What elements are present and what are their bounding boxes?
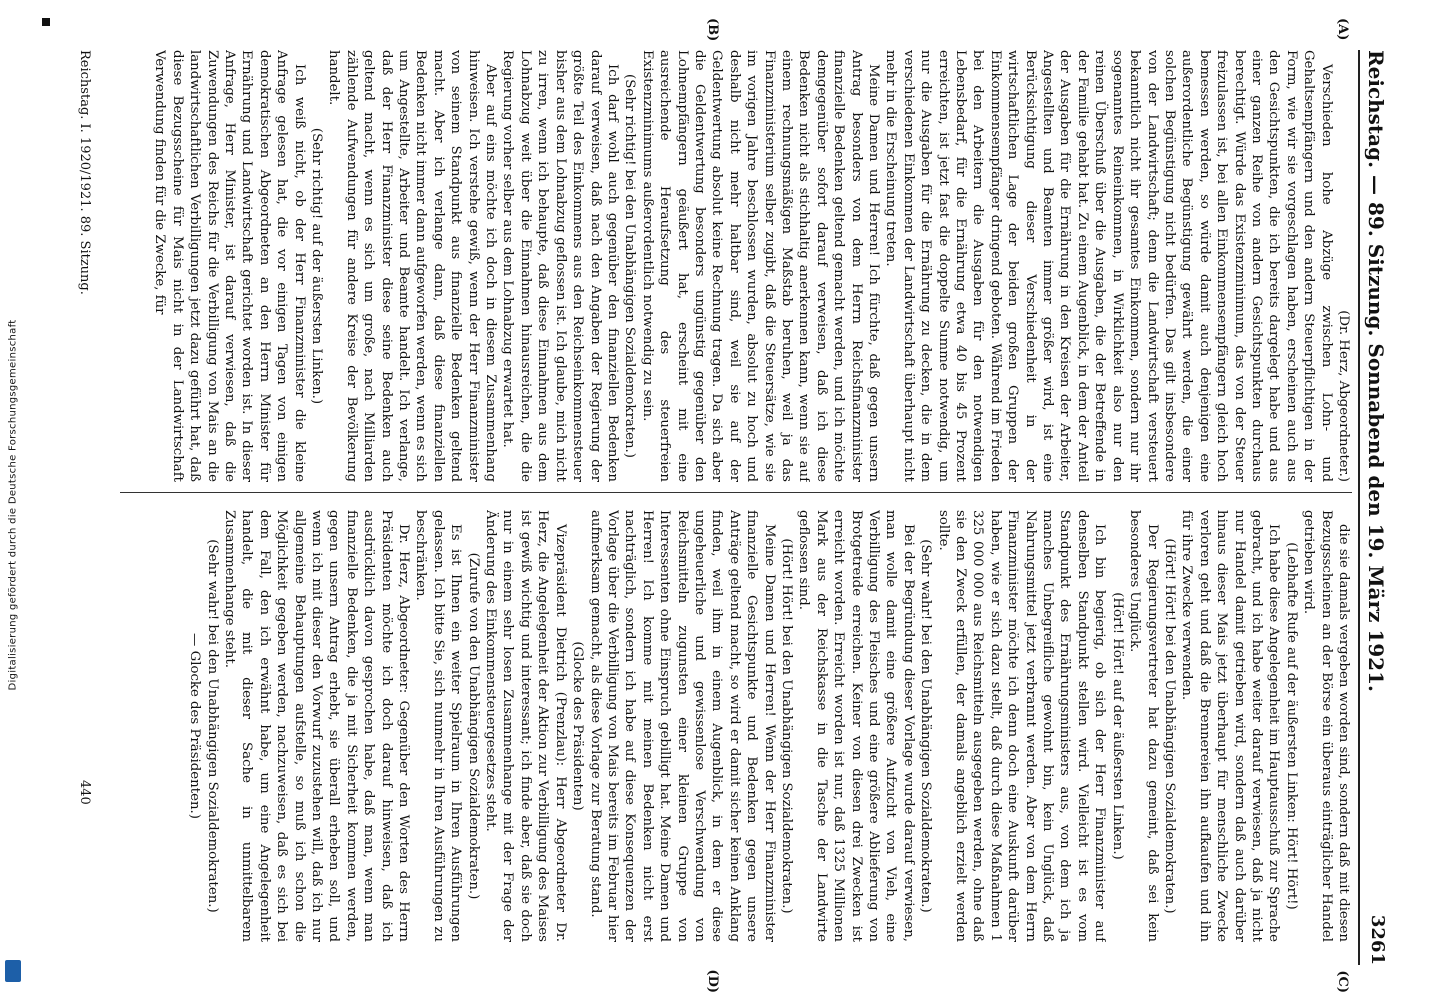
- paragraph: (Sehr richtig! bei den Unabhängigen Sozialdemokraten.): [622, 74, 638, 458]
- paragraph: (Glocke des Präsidenten): [570, 641, 586, 811]
- paragraph: (Sehr wahr! bei den Unabhängigen Sozialdemokraten.): [918, 539, 934, 913]
- page-content: [60, 10, 1400, 995]
- paragraph: Aber auf eins möchte ich doch in diesem Zusammenhang hinweisen. Ich verstehe gewiß, wenn der Herr Finanzminister von seinem Standpunkt aus finanzielle Bedenken geltend macht. Aber ich verlange dann, daß diese finanziellen Bedenken nicht immer dann aufgeworfen werden, wenn es sich um Angestellte, Arbeiter und Beamte handelt. Ich verlange, daß der Herr Finanzminister diese seine Bedenken auch geltend macht, wenn es sich um große, nach Milliarden zählende Aufwendungen für andere Kreise der Bevölkerung handelt.: [326, 50, 499, 482]
- paragraph: Meine Damen und Herren! Ich fürchte, daß gegen unsern Antrag besonders von dem Herrn Reichsfinanzminister finanzielle Bedenken geltend gemacht werden, und ich möchte demgegenüber sofort darauf verweisen, daß ich diese Bedenken nicht als stichhaltig anerkennen kann, wenn sie auf einem rechnungsmäßigen Maßstab beruhen, weil ja das Finanzministerium selber zugibt, daß die Steuersätze, wie sie im vorigen Jahre beschlossen wurden, absolut zu hoch und deshalb nicht mehr haltbar sind, weil sie auf der Geldentwertung absolut keine Rechnung tragen. Da sich aber die Geldentwertung besonders ungünstig gegenüber den Lohnempfängern geäußert hat, erscheint mit eine ausreichende Heraufsetzung des steuerfreien Existenzminimums außerordentlich notwendig zu sein.: [639, 50, 882, 482]
- paragraph: (Hört! Hört! auf der äußersten Linken.): [1109, 592, 1125, 860]
- paragraph: die sie damals vergeben worden sind, sondern daß mit diesen Bezugsscheinen an der Börse ein überaus einträglicher Handel getrieben wird.: [1301, 510, 1351, 942]
- paragraph: (Sehr wahr! bei den Unabhängigen Sozialdemokraten.): [204, 539, 220, 913]
- paragraph: Ich habe diese Angelegenheit im Hauptausschuß zur Sprache gebracht, und ich habe weiter darauf verwiesen, daß ja nicht nur Handel damit getrieben wird, sondern daß auch darüber hinaus dieser Mais jetzt überhaupt für menschliche Zwecke verloren geht und daß die Brennereien ihn aufkaufen und ihn für ihre Zwecke verwenden.: [1179, 510, 1282, 942]
- dfg-logo: [5, 960, 21, 982]
- scan-mark: [42, 18, 50, 26]
- footer-session: Reichstag. I. 1920/1921. 89. Sitzung.: [77, 50, 92, 295]
- left-text-column: [110, 50, 1352, 482]
- right-text-column: [110, 510, 1352, 942]
- margin-marker-b: (B): [705, 18, 720, 42]
- margin-marker-d: (D): [705, 969, 720, 993]
- paragraph: — Glocke des Präsidenten.): [187, 633, 203, 819]
- paragraph: Meine Damen und Herren! Wenn der Herr Finanzminister finanzielle Gesichtspunkte und Bedenken gegen unsere Anträge geltend macht, so wird er damit sicher keinen Anklang finden, weil ihm in einem Augenblick, in dem er diese ungeheuerliche und gewissenlose Verschwendung von Reichsmitteln zugunsten einer kleinen Gruppe von Interessenten ohne Einspruch gebilligt hat. Meine Damen und Herren! Ich komme mit meinen Bedenken nicht erst nachträglich, sondern ich habe auf diese Konsequenzen der Vorlage über die Verbilligung von Mais bereits im Februar hier aufmerksam gemacht, als diese Vorlage zur Beratung stand.: [587, 510, 777, 942]
- paragraph: Es ist Ihnen ein weiter Spielraum in Ihren Ausführungen gelassen. Ich bitte Sie, sich nunmehr in Ihren Ausführungen zu beschränken.: [413, 510, 464, 942]
- digitization-credit-text: Digitalisierung gefördert durch die Deutsche Forschungsgemeinschaft: [7, 319, 19, 691]
- margin-marker-a: (A): [1335, 18, 1350, 41]
- paragraph: Ich weiß nicht, ob der Herr Finanzminister die kleine Anfrage gelesen hat, die vor einigen Tagen von einigen demokratischen Abgeordneten an den Herrn Minister für Ernährung und Landwirtschaft gerichtet worden ist. In dieser Anfrage, Herr Minister, ist darauf verwiesen, daß die Zuwendungen des Reichs für die Verbilligung von Mais an die landwirtschaftlichen Verbilligungen jetzt dazu geführt hat, daß diese Bezugsscheine für Mais nicht in der Landwirtschaft Verwendung finden für die Zwecke, für: [152, 50, 307, 482]
- scanned-page: [60, 10, 1400, 995]
- running-head: Reichstag. — 89. Sitzung. Sonnabend den 19. März 1921.: [1364, 50, 1388, 692]
- paragraph: (Lebhafte Rufe auf der äußersten Linken: Hört! Hört!): [1283, 542, 1299, 910]
- paragraph: Der Regierungsvertreter hat dazu gemeint, daß sei kein besonderes Unglück.: [1127, 510, 1160, 942]
- margin-marker-c: (C): [1335, 970, 1350, 993]
- footer-page-number: 440: [77, 780, 92, 805]
- digitization-credit: [2, 20, 24, 990]
- page-header: [1358, 50, 1394, 965]
- page-column-number: 3261: [1367, 914, 1388, 965]
- paragraph: (Zurufe von den Unabhängigen Sozialdemokraten.): [465, 552, 481, 900]
- paragraph: Dr. Herz, Abgeordneter: Gegenüber den Worten des Herrn Präsidenten möchte ich doch darauf hinweisen, daß ich ausdrücklich davon gesprochen habe, daß man, wenn man finanzielle Bedenken, die ja mit Sicherheit kommen werden, gegen unsern Antrag erhebt, sie überall erheben soll, und wenn ich mit dieser den Vorwurf zuzustehen will, daß ich nur allgemeine Behauptungen aufstelle, so muß ich schon die Möglichkeit gegeben werden, nachzuweisen, daß es sich bei dem Fall, den ich erwähnt habe, um eine Angelegenheit handelt, die mit dieser Sache in unmittelbarem Zusammenhange steht.: [222, 510, 412, 942]
- paragraph: (Sehr richtig! auf der äußersten Linken.): [309, 127, 325, 405]
- column-divider: [120, 492, 1352, 493]
- page-footer: [68, 50, 96, 965]
- paragraph: Bei der Begründung dieser Vorlage wurde darauf verwiesen, man wolle damit eine größere Aufzucht von Vieh, eine Verbilligung des Fleisches und eine größere Ablieferung von Brotgetreide erreichen. Keiner von diesen drei Zwecken ist erreicht worden. Erreicht worden ist nur, daß 1325 Millionen Mark aus der Reichskasse in die Tasche der Landwirte geflossen sind.: [796, 510, 916, 942]
- paragraph: Vizepräsident Dietrich (Prenzlau): Herr Abgeordneter Dr. Herz, die Angelegenheit der Aktion zur Verbilligung des Maises ist gewiß wichtig und interessant; ich finde aber, daß sie doch nur in einem sehr losen Zusammenhange mit der Frage der Änderung des Einkommensteuergesetzes steht.: [483, 510, 568, 942]
- paragraph: Ich darf wohl auch gegenüber den finanziellen Bedenken darauf verweisen, daß nach den Angaben der Regierung der größte Teil des Einkommens aus den Reichseinkommensteuer bisher aus dem Lohnabzug geflossen ist. Ich glaube, mich nicht zu irren, wenn ich behaupte, daß diese Einnahmen aus dem Lohnabzug weit über die Einnahmen hinausreichen, die die Regierung vorher selber aus dem Lohnabzug erwartet hat.: [500, 50, 620, 482]
- paragraph: (Hört! Hört! bei den Unabhängigen Sozialdemokraten.): [1161, 538, 1177, 914]
- paragraph: Ich bin begierig, ob sich der Herr Finanzminister auf denselben Standpunkt stellen wird. Vielleicht ist es vom Standpunkt des Ernährungsministers aus, von dem ich ja manches Unbegreifliche gewohnt bin, kein Unglück, daß Nahrungsmittel jetzt verbrannt werden. Aber von dem Herrn Finanzminister möchte ich denn doch eine Auskunft darüber haben, wie er sich dazu stellt, daß durch diese Maßnahmen 1 325 000 000 aus Reichsmitteln ausgegeben werden, ohne daß sie den Zweck erfüllen, der damals angeblich erzielt werden sollte.: [935, 510, 1108, 942]
- paragraph: Verschieden hohe Abzüge zwischen Lohn- und Gehaltsempfängern und den andern Steuerpflichtigen in der Form, wie wir sie vorgeschlagen haben, erscheinen auch aus den Gesichtspunkten, die ich bereits dargelegt habe und aus einer ganzen Reihe von andern Gesichtspunkten durchaus berechtigt. Würde das Existenzminimum, das von der Steuer freizulassen ist, bei allen Einkommensempfängern gleich hoch bemessen werden, so würde damit auch denjenigen eine außerordentliche Begünstigung gewährt werden, die einer solchen Begünstigung nicht bedürfen. Das gilt insbesondere von der Landwirtschaft; denn die Landwirtschaft versteuert bekanntlich nicht ihr gesamtes Einkommen, sondern nur ihr sogenanntes Reineinkommen, in Wirklichkeit also nur den reinen Überschuß über die Ausgaben, die der Betreffende in der Familie gehabt hat. Zu einem Augenblick, in dem der Anteil der Ausgaben für die Ernährung in den Kreisen der Arbeiter, Angestellten und Beamten immer größer wird, ist eine Berücksichtigung dieser Verschiedenheit in der wirtschaftlichen Lage der beiden großen Gruppen der Einkommensempfänger dringend geboten. Während im Frieden bei den Arbeitern die Ausgaben für den notwendigen Lebensbedarf, für die Ernährung etwa 40 bis 45 Prozent erreichten, ist jetzt fast die doppelte Summe notwendig, um nur die Ausgaben für die Ernährung zu decken, die in dem verschiedenen Einkommen der Landwirtschaft überhaupt nicht mehr in die Erscheinung treten.: [883, 50, 1334, 482]
- paragraph: (Dr. Herz, Abgeordneter.): [1336, 310, 1351, 482]
- paragraph: (Hört! Hört! bei den Unabhängigen Sozialdemokraten.): [779, 538, 794, 914]
